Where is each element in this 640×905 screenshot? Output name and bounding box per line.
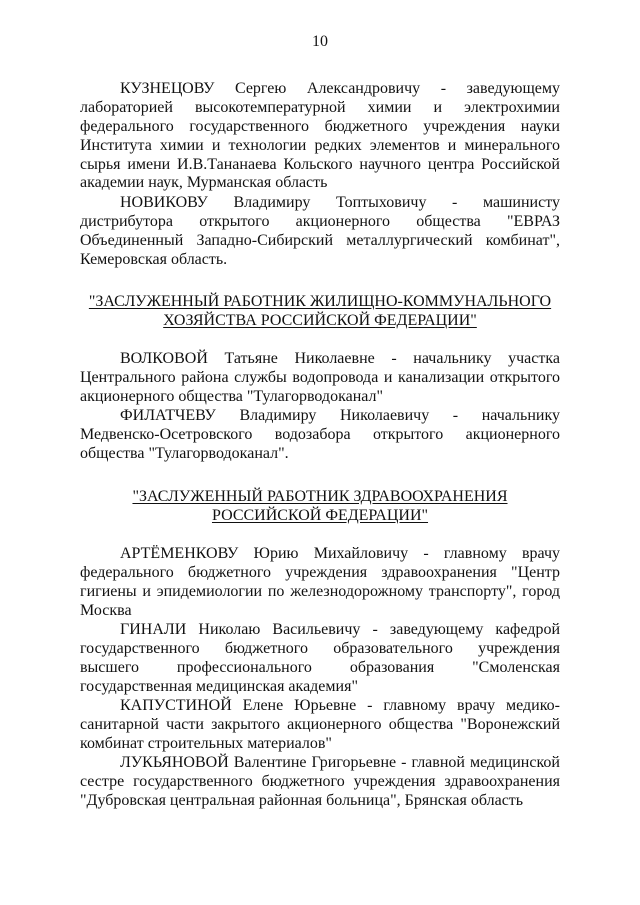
page-number: 10 [312,33,328,50]
entry-line: Центрального района службы водопровода и канализации открытого [80,368,560,386]
entry-line: комбинат строительных материалов" [80,734,332,752]
award-entry-kapustina [80,697,560,754]
entry-line: "Дубровская центральная районная больница", Брянская область [80,791,524,809]
award-entry-novikov [80,194,560,270]
heading-line: ХОЗЯЙСТВА РОССИЙСКОЙ ФЕДЕРАЦИИ" [163,312,477,329]
entry-line: ФИЛАТЧЕВУ Владимиру Николаевичу - начальнику [120,407,560,424]
entry-line: высшего профессионального образования "Смоленская [80,658,560,676]
entry-line: сестре государственного бюджетного учреждения здравоохранения [80,772,560,790]
entry-line: КУЗНЕЦОВУ Сергею Александровичу - заведующему [120,80,560,97]
entry-line: Института химии и технологии редких элементов и минерального [80,136,560,154]
entry-line: санитарной части закрытого акционерного общества "Воронежский [80,715,560,733]
entry-line: ЛУКЬЯНОВОЙ Валентине Григорьевне - главной медицинской [120,754,560,771]
entry-line: сырья имени И.В.Тананаева Кольского научного центра Российской [80,155,560,173]
entry-line: АРТЁМЕНКОВУ Юрию Михайловичу - главному врачу [120,545,560,562]
entry-line: Москва [80,601,132,619]
award-entry-artemenkov [80,545,560,621]
entry-line: общества "Тулагорводоканал". [80,444,289,462]
entry-line: Объединенный Западно-Сибирский металлургический комбинат", [80,231,560,249]
entry-line: лабораторией высокотемпературной химии и электрохимии [80,98,560,116]
award-entry-ginali [80,621,560,697]
entry-line: НОВИКОВУ Владимиру Топтыховичу - машинисту [120,194,560,211]
entry-line: академии наук, Мурманская область [80,174,328,192]
award-entry-filatchev [80,407,560,464]
section-heading-housing [0,292,640,330]
entry-line: Кемеровская область. [80,250,228,268]
entry-line: ГИНАЛИ Николаю Васильевичу - заведующему кафедрой [120,621,560,638]
heading-line: "ЗАСЛУЖЕННЫЙ РАБОТНИК ЖИЛИЩНО-КОММУНАЛЬНОГО [88,293,552,310]
heading-line: РОССИЙСКОЙ ФЕДЕРАЦИИ" [211,507,429,524]
entry-line: акционерного общества "Тулагорводоканал" [80,387,384,405]
entry-line: государственная медицинская академия" [80,677,358,695]
heading-line: "ЗАСЛУЖЕННЫЙ РАБОТНИК ЗДРАВООХРАНЕНИЯ [132,488,508,505]
entry-line: ВОЛКОВОЙ Татьяне Николаевне - начальнику участка [120,350,560,367]
award-entry-kuznetsov [80,80,560,193]
entry-line: федерального бюджетного учреждения здравоохранения "Центр [80,563,560,581]
award-entry-volkova [80,350,560,407]
entry-line: гигиены и эпидемиологии по железнодорожному транспорту", город [80,582,560,600]
section-heading-healthcare [0,487,640,525]
award-entry-lukyanova [80,754,560,811]
entry-line: федерального государственного бюджетного учреждения науки [80,117,560,135]
entry-line: Медвенско-Осетровского водозабора открытого акционерного [80,425,560,443]
entry-line: дистрибутора открытого акционерного общества "ЕВРАЗ [80,212,560,230]
entry-line: КАПУСТИНОЙ Елене Юрьевне - главному врачу медико- [120,697,560,714]
entry-line: государственного бюджетного образовательного учреждения [80,639,560,657]
